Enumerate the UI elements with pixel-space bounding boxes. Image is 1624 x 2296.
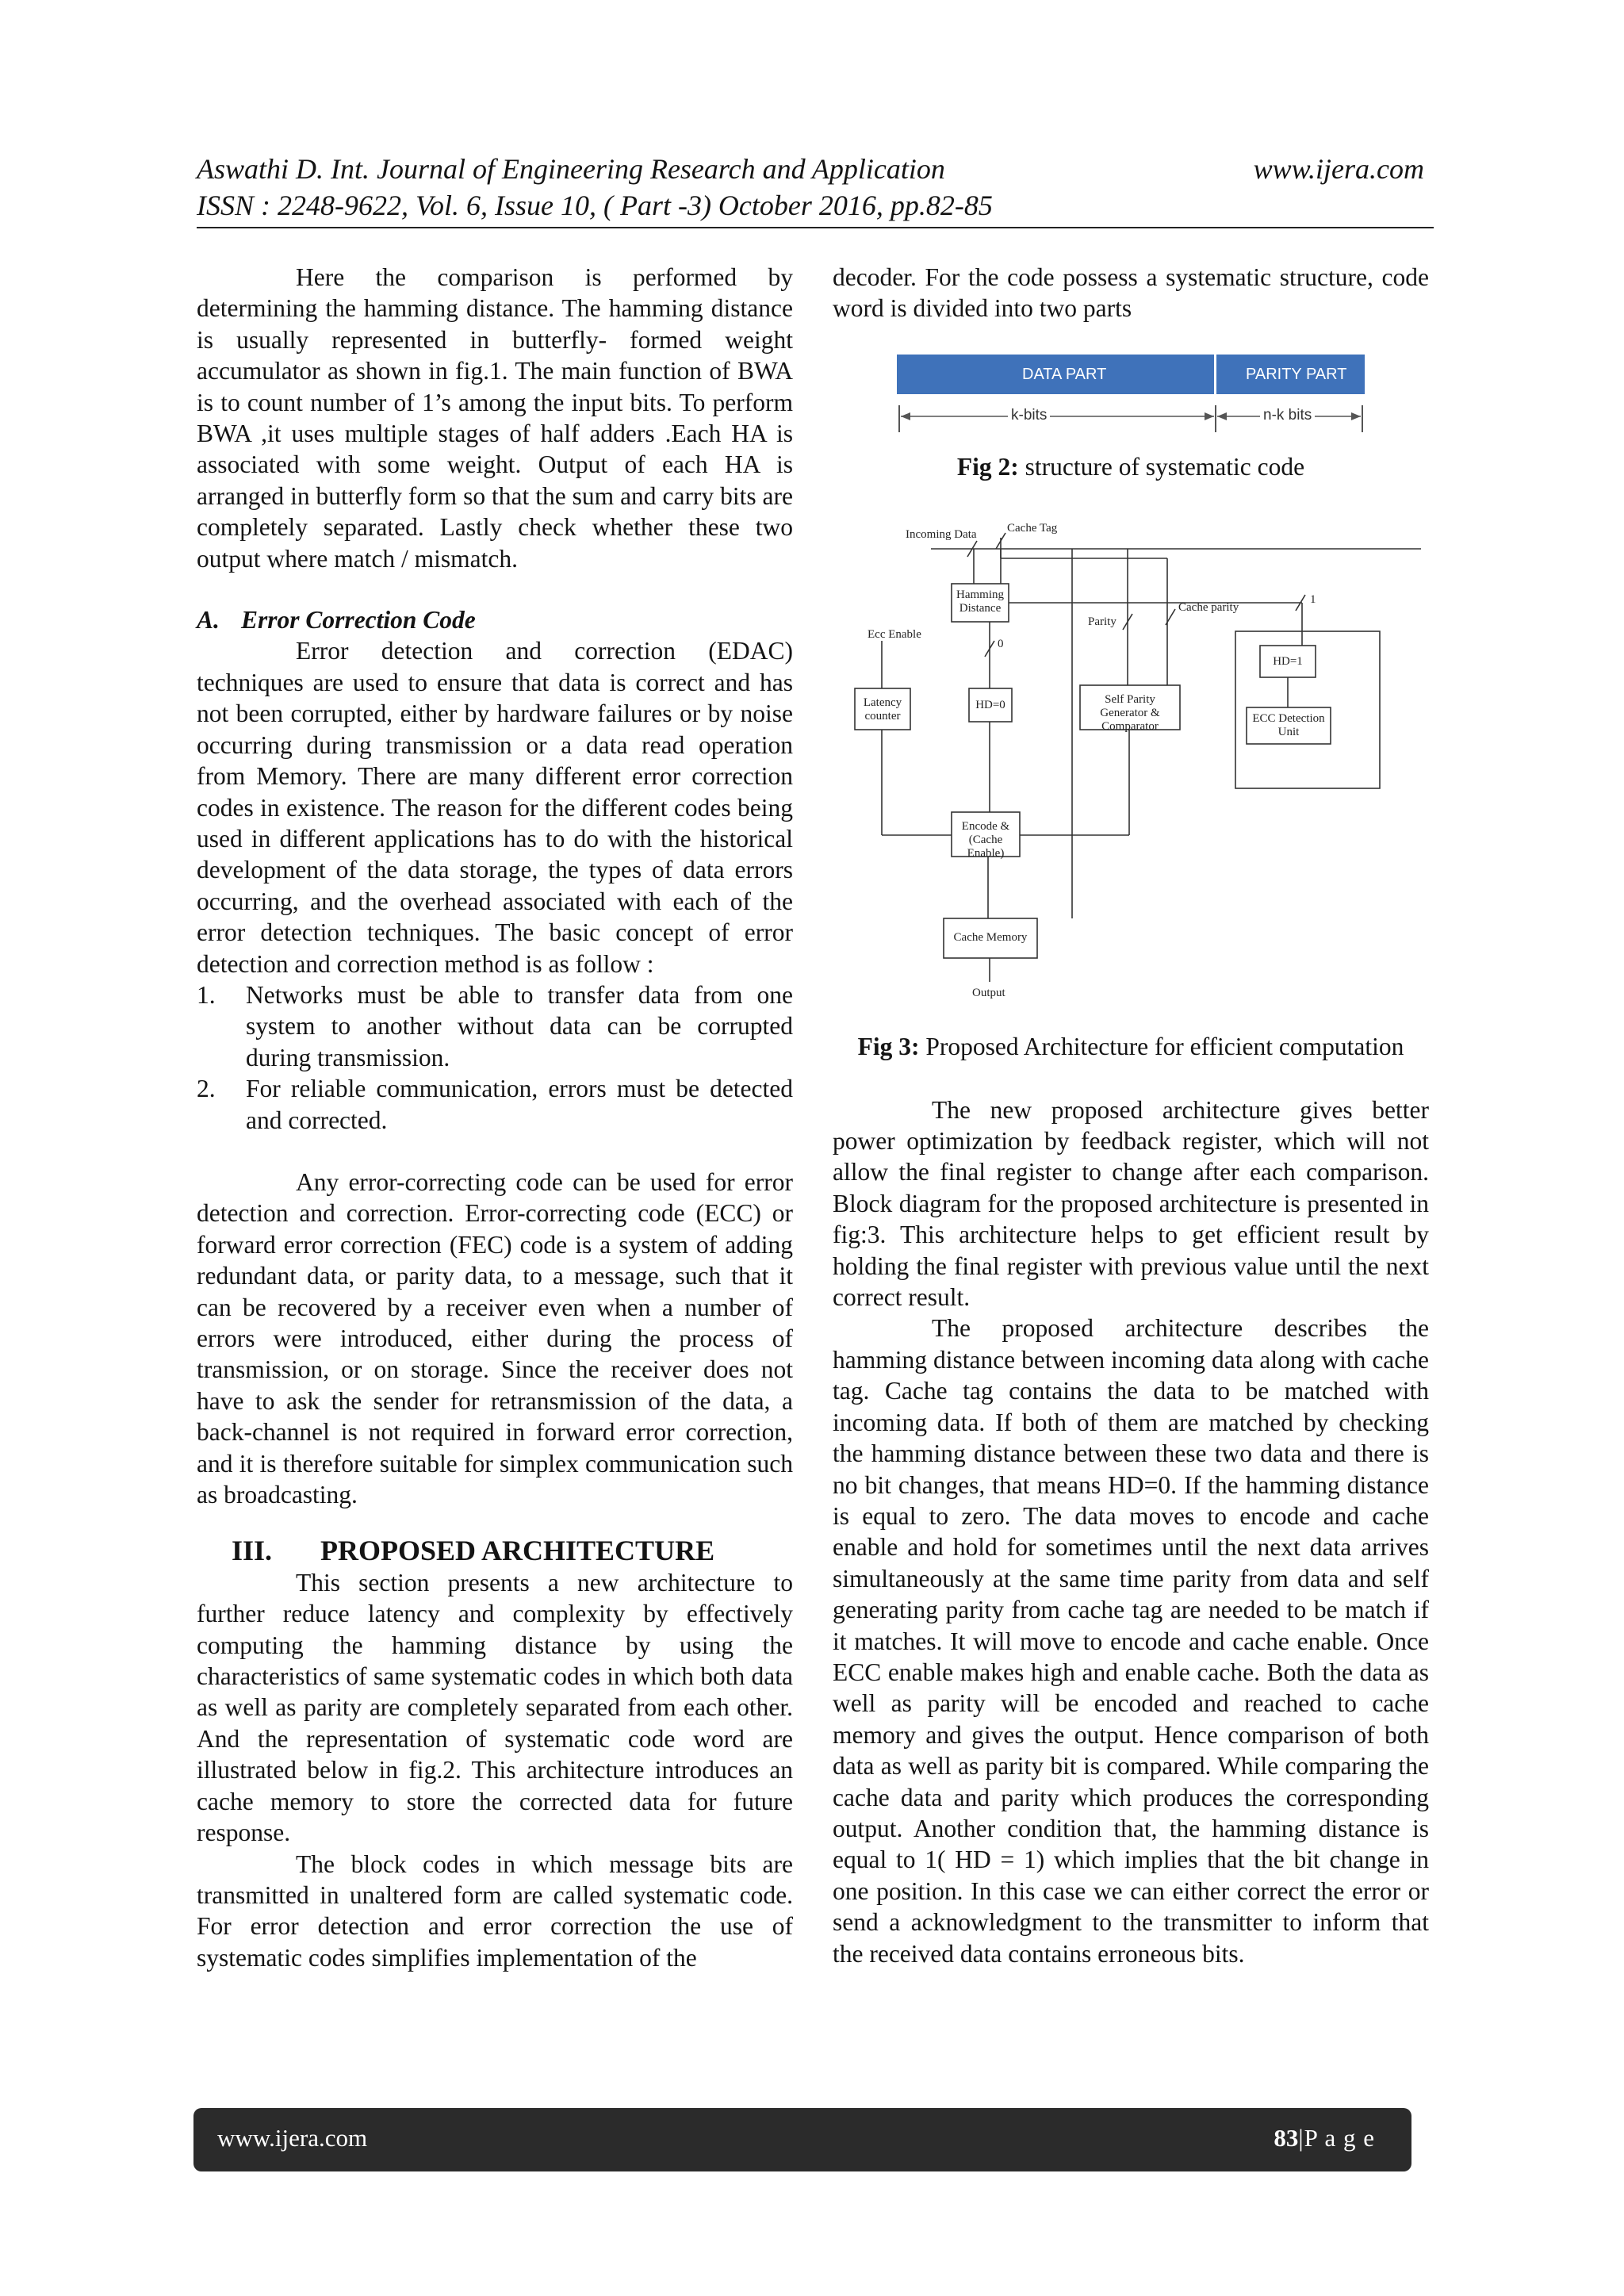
footer-website[interactable]: www.ijera.com (217, 2124, 368, 2152)
page-number: 83 (1274, 2124, 1299, 2152)
section-number: III. (232, 1535, 273, 1567)
left-column (197, 262, 793, 1973)
page-footer (193, 2108, 1411, 2171)
cache-parity-label: Cache parity (1178, 601, 1239, 615)
ecc-enable-label: Ecc Enable (868, 628, 921, 642)
paragraph-block-codes: The block codes in which message bits are transmitted in unaltered form are called systematic code. For error detection and error correction the use of systematic codes simplifies implementation of the (197, 1849, 793, 1972)
list-item (197, 1073, 793, 1136)
right-column (833, 262, 1429, 1969)
issn-line: ISSN : 2248-9622, Vol. 6, Issue 10, ( Part -3) October 2016, pp.82-85 (197, 190, 993, 221)
list-item (197, 979, 793, 1073)
figure-3-caption (833, 1031, 1429, 1062)
self-parity-label: Self Parity Generator & Comparator (1100, 693, 1160, 734)
page-word: |P a g e (1298, 2124, 1375, 2152)
figure-2-caption-text: structure of systematic code (1025, 452, 1305, 481)
one-label: 1 (1310, 593, 1316, 607)
figure-2-systematic-code (897, 355, 1365, 434)
hd1-label: HD=1 (1273, 655, 1303, 669)
section-title: PROPOSED ARCHITECTURE (320, 1535, 715, 1567)
list-text: Networks must be able to transfer data from one system to another without data can be corrupted during transmission. (246, 980, 793, 1071)
list-text: For reliable communication, errors must be detected and corrected. (246, 1075, 793, 1134)
spacer (833, 1063, 1429, 1094)
figure-3-caption-text: Proposed Architecture for efficient computation (925, 1033, 1404, 1061)
page-number-area (1274, 2124, 1375, 2152)
cache-tag-label: Cache Tag (1007, 522, 1058, 535)
running-header (197, 151, 1434, 224)
journal-title: Aswathi D. Int. Journal of Engineering Research and Application (197, 153, 945, 185)
figure-3-architecture-diagram (850, 506, 1437, 1014)
cache-memory-label: Cache Memory (953, 931, 1028, 945)
paragraph-new-architecture: The new proposed architecture gives better power optimization by feedback register, which will not allow the final register to change after each comparison. Block diagram for the proposed architecture is presented in fig:3. This architecture helps to get efficient result by holding the final register with previous value until the next correct result. (833, 1095, 1429, 1312)
k-bits-label: k-bits (1008, 407, 1050, 424)
paragraph-ecc: Any error-correcting code can be used for error detection and correction. Error-correcting code (ECC) or forward error correction (FEC) code is a system of adding redundant data, or parity data, to a message, such that it can be recovered by a receiver even when a number of errors were introduced, either during the process of transmission, or on storage. Since the receiver does not have to ask the sender for retransmission of the data, a back-channel is not required in forward error correction, and it is therefore suitable for simplex communication such as broadcasting. (197, 1167, 793, 1509)
list-number: 2. (197, 1075, 216, 1103)
zero-label: 0 (998, 638, 1004, 651)
subsection-title: Error Correction Code (241, 606, 476, 634)
figure-2-caption-label: Fig 2: (956, 452, 1019, 481)
output-label: Output (972, 987, 1005, 1000)
figure-3-caption-label: Fig 3: (857, 1033, 920, 1061)
list-number: 1. (197, 980, 216, 1009)
paragraph-decoder: decoder. For the code possess a systematic structure, code word is divided into two parts (833, 263, 1429, 323)
data-part-label: DATA PART (1022, 365, 1107, 383)
paragraph-section-intro: This section presents a new architecture to further reduce latency and complexity by effectively computing the hamming distance by using the characteristics of same systematic codes in which both data as well as parity are completely separated from each other. And the representation of systematic code word are illustrated below in fig.2. This architecture introduces an cache memory to store the corrected data for future response. (197, 1568, 793, 1847)
hamming-distance-label: Hamming Distance (956, 588, 1004, 615)
paragraph-architecture-describes: The proposed architecture describes the hamming distance between incoming data along with cache tag. Cache tag contains the data to be matched with incoming data. If both of them are matched by checking the hamming distance between these two data and there is no bit changes, that means HD=0. If the hamming distance is equal to zero. The data moves to encode and cache enable and hold for sometimes until the next data arrives simultaneously at the same time parity from data and self generating parity from cache tag are needed to be match if it matches. It will move to encode and cache enable. Once ECC enable makes high and enable cache. Both the data as well as parity will be encoded and reached to cache memory and gives the output. Hence comparison of both data as well as parity bit is compared. While comparing the cache data and parity which produces the corresponding output. Another condition that, the hamming distance is equal to 1( HD = 1) which implies that the bit change in one position. In this case we can either correct the error or send a acknowledgment to the transmitter to inform that the received data contains erroneous bits. (833, 1314, 1429, 1968)
figure-2-caption (833, 451, 1429, 482)
architecture-wiring (850, 506, 1437, 1014)
hd0-label: HD=0 (975, 699, 1005, 712)
nk-bits-label: n-k bits (1260, 407, 1315, 424)
subsection-heading (197, 604, 793, 635)
incoming-data-label: Incoming Data (906, 528, 977, 542)
spacer (197, 1136, 793, 1167)
subsection-number: A. (197, 606, 220, 634)
parity-part-label: PARITY PART (1246, 365, 1347, 383)
codeword-divider (1214, 355, 1216, 394)
latency-counter-label: Latency counter (863, 696, 902, 723)
numbered-list (197, 979, 793, 1136)
ecc-detection-label: ECC Detection Unit (1252, 712, 1325, 739)
encode-label: Encode & (Cache Enable) (961, 820, 1010, 861)
header-rule (197, 227, 1434, 228)
header-website[interactable]: www.ijera.com (1253, 153, 1424, 185)
paragraph-bwa: Here the comparison is performed by determining the hamming distance. The hamming distance is usually represented in butterfly- formed weight accumulator as shown in fig.1. The main function of BWA is to count number of 1’s among the input bits. To perform BWA ,it uses multiple stages of half adders .Each HA is associated with some weight. Output of each HA is arranged in butterfly form so that the sum and carry bits are completely separated. Lastly check whether these two output where match / mismatch. (197, 263, 793, 573)
section-heading (197, 1535, 793, 1566)
paragraph-edac: Error detection and correction (EDAC) techniques are used to ensure that data is correct and has not been corrupted, either by hardware failures or by noise occurring during transmission or a data read operation from Memory. There are many different error correction codes in existence. The reason for the different codes being used in different applications has to do with the historical development of the data storage, the types of data errors occurring, and the overhead associated with each of the error detection techniques. The basic concept of error detection and correction method is as follow : (197, 637, 793, 978)
parity-label: Parity (1088, 615, 1116, 629)
